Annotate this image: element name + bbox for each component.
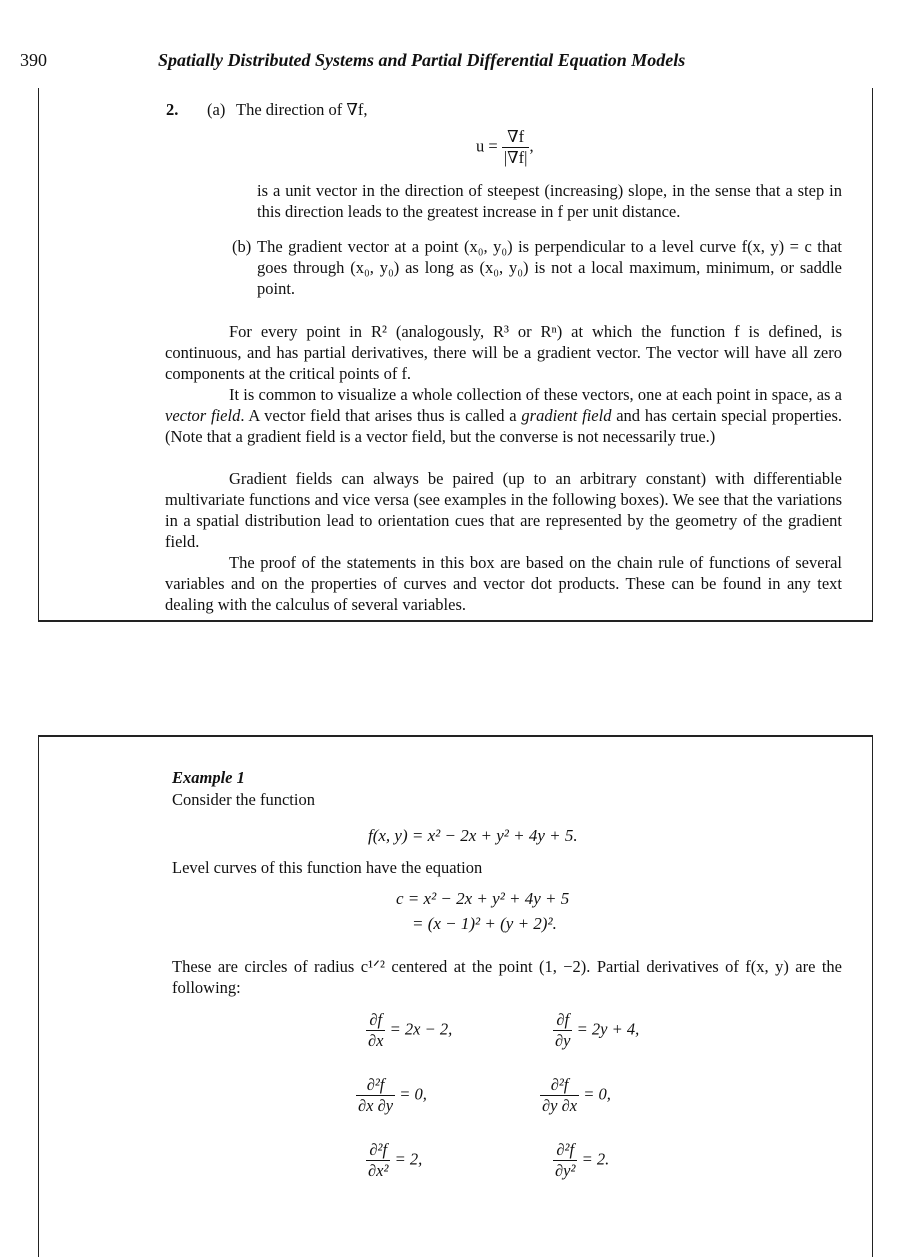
paragraph-vector-field [165,384,842,447]
deriv-fyx-fraction [540,1075,579,1116]
level-equation-1: c = x² − 2x + y² + 4y + 5 [396,889,570,908]
deriv-fyy-rhs: = 2. [581,1149,610,1169]
deriv-fx [366,1010,452,1051]
term-vector-field: vector field [165,406,241,425]
deriv-fy-rhs: = 2y + 4, [576,1019,640,1039]
deriv-fxy-rhs: = 0, [399,1084,427,1104]
item-a-text: is a unit vector in the direction of steepest (increasing) slope, in the sense that a step in this direction leads to the greatest increase in f per unit distance. [257,181,842,221]
deriv-fx-fraction [366,1010,385,1051]
u-numerator: ∇f [502,127,530,148]
unit-vector-formula [476,127,534,168]
deriv-fxy-num: ∂²f [356,1075,395,1096]
item-b-text: The gradient vector at a point (x₀, y₀) is perpendicular to a level curve f(x, y) = c that goes through (x₀, y₀) as long as (x₀, y₀) is not a local maximum, minimum, or saddle point. [257,237,842,298]
circles-text: These are circles of radius c¹ᐟ² centered at the point (1, −2). Partial derivatives of f(x, y) are the following: [172,957,842,997]
deriv-fx-rhs: = 2x − 2, [389,1019,453,1039]
term-gradient-field: gradient field [521,406,612,425]
deriv-fxx-den: ∂x² [368,1161,389,1180]
deriv-fy-den: ∂y [555,1031,571,1050]
p2-mid: . A vector field that arises thus is called a [240,406,522,425]
function-equation: f(x, y) = x² − 2x + y² + 4y + 5. [368,826,578,845]
deriv-fxy-fraction [356,1075,395,1116]
page-number: 390 [20,50,47,70]
deriv-fxx-num: ∂²f [366,1140,390,1161]
paragraph-proof: The proof of the statements in this box are based on the chain rule of functions of several variables and on the properties of curves and vector dot products. These can be found in any text dealing with the calculus of several variables. [165,553,842,614]
deriv-fyy-den: ∂y² [555,1161,576,1180]
level-equation-2: = (x − 1)² + (y + 2)². [412,914,557,933]
deriv-fxx [366,1140,422,1181]
example-title: Example 1 [172,768,245,787]
paragraph-pairing: Gradient fields can always be paired (up to an arbitrary constant) with differentiable multivariate functions and vice versa (see examples in the following boxes). We see that the variations in a spatial distribution lead to orientation cues that are represented by the geometry of the gradient field. [165,469,842,551]
item-number: 2. [166,100,179,119]
u-fraction [502,127,530,168]
consider-text: Consider the function [172,790,315,809]
deriv-fxy [356,1075,427,1116]
deriv-fyx-num: ∂²f [540,1075,579,1096]
level-curves-intro: Level curves of this function have the equation [172,858,483,877]
deriv-fxx-rhs: = 2, [394,1149,423,1169]
u-tail: , [529,136,534,156]
deriv-fyx-den: ∂y ∂x [542,1096,578,1115]
deriv-fyy-fraction [553,1140,577,1181]
deriv-fxx-fraction [366,1140,390,1181]
deriv-fy [553,1010,639,1051]
running-title: Spatially Distributed Systems and Partial Differential Equation Models [158,50,686,70]
deriv-fx-num: ∂f [366,1010,385,1031]
deriv-fyy [553,1140,609,1181]
deriv-fy-num: ∂f [553,1010,572,1031]
deriv-fy-fraction [553,1010,572,1051]
deriv-fyx [540,1075,611,1116]
deriv-fyy-num: ∂²f [553,1140,577,1161]
p2-start: It is common to visualize a whole collection of these vectors, one at each point in space, as a [229,385,842,404]
deriv-fx-den: ∂x [368,1031,384,1050]
u-lhs: u = [476,136,498,156]
deriv-fyx-rhs: = 0, [583,1084,611,1104]
u-denominator: |∇f| [503,148,528,167]
deriv-fxy-den: ∂x ∂y [358,1096,394,1115]
item-a-intro: The direction of ∇f, [236,100,368,119]
p2-end: and has certain special properties. (Note that a gradient field is a vector field, but the converse is not necessarily true.) [165,406,842,446]
item-b-label: (b) [232,237,252,256]
item-a-label: (a) [207,100,226,119]
paragraph-gradient-existence: For every point in R² (analogously, R³ or Rⁿ) at which the function f is defined, is continuous, and has partial derivatives, there will be a gradient vector. The vector will have all zero components at the critical points of f. [165,322,842,383]
